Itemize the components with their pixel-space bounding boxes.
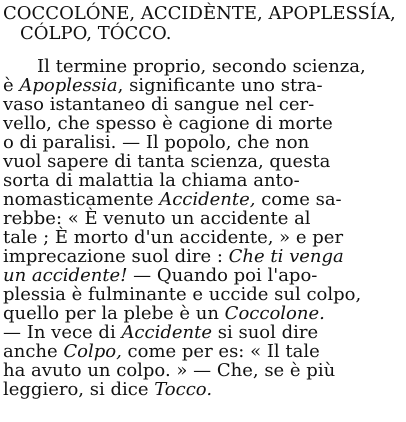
- body-line-11: [3, 248, 344, 266]
- entry-heading-text-2: CÓLPO, TÓCCO.: [20, 23, 172, 44]
- term-apoplessia: Apoplessia: [19, 75, 118, 96]
- term-accidente: Accidente,: [159, 189, 256, 210]
- body-line-5: [3, 134, 309, 152]
- entry-heading: [3, 4, 396, 44]
- body-text: come per es: « Il tale: [121, 341, 320, 362]
- body-text: ha avuto un colpo. » — Che, se è più: [3, 360, 336, 381]
- body-line-2: [3, 77, 323, 95]
- body-text: vaso istantaneo di sangue nel cer-: [3, 94, 315, 115]
- term-coccolone: Coccolone.: [224, 303, 325, 324]
- body-text: quello per la plebe è un: [3, 303, 225, 324]
- body-line-16: [3, 343, 320, 361]
- entry-heading-line-1: [3, 4, 396, 24]
- body-line-6: [3, 153, 330, 171]
- body-text: sorta di malattia la chiama anto-: [3, 170, 300, 191]
- body-text: — In vece di: [3, 322, 122, 343]
- body-line-4: [3, 115, 333, 133]
- quote-un-accidente: un accidente!: [3, 265, 128, 286]
- body-text: vuol sapere di tanta scienza, questa: [3, 151, 331, 172]
- entry-heading-line-2: [3, 24, 396, 44]
- body-text: o di paralisi. — Il popolo, che non: [3, 132, 310, 153]
- body-text: nomasticamente: [3, 189, 160, 210]
- body-line-8: [3, 191, 342, 209]
- body-text: — Quando poi l'apo-: [127, 265, 318, 286]
- body-text: è: [3, 75, 20, 96]
- body-line-7: [3, 172, 300, 190]
- entry-heading-text-1: COCCOLÓNE, ACCIDÈNTE, APOPLESSÍA,: [3, 3, 396, 24]
- body-text: come sa-: [255, 189, 342, 210]
- body-text: tale ; È morto d'un accidente, » e per: [3, 227, 344, 248]
- body-text: Il termine proprio, secondo scienza,: [37, 56, 366, 77]
- body-line-13: [3, 286, 361, 304]
- term-colpo: Colpo,: [63, 341, 122, 362]
- body-line-15: [3, 324, 318, 342]
- body-text: rebbe: « È venuto un accidente al: [3, 208, 311, 229]
- body-text: , significante uno stra-: [117, 75, 323, 96]
- body-text: imprecazione suol dire :: [3, 246, 229, 267]
- body-line-17: [3, 362, 335, 380]
- body-text: plessia è fulminante e uccide sul colpo,: [3, 284, 362, 305]
- body-text: leggiero, si dice: [3, 379, 155, 400]
- term-tocco: Tocco.: [154, 379, 213, 400]
- quote-che-ti-venga: Che ti venga: [228, 246, 344, 267]
- term-accidente: Accidente: [121, 322, 213, 343]
- body-line-14: [3, 305, 325, 323]
- body-line-12: [3, 267, 317, 285]
- body-text: vello, che spesso è cagione di morte: [3, 113, 333, 134]
- body-line-1: [37, 58, 366, 76]
- body-text: anche: [3, 341, 64, 362]
- body-text: si suol dire: [212, 322, 319, 343]
- body-line-18: [3, 381, 212, 399]
- body-line-9: [3, 210, 311, 228]
- body-line-3: [3, 96, 314, 114]
- body-line-10: [3, 229, 343, 247]
